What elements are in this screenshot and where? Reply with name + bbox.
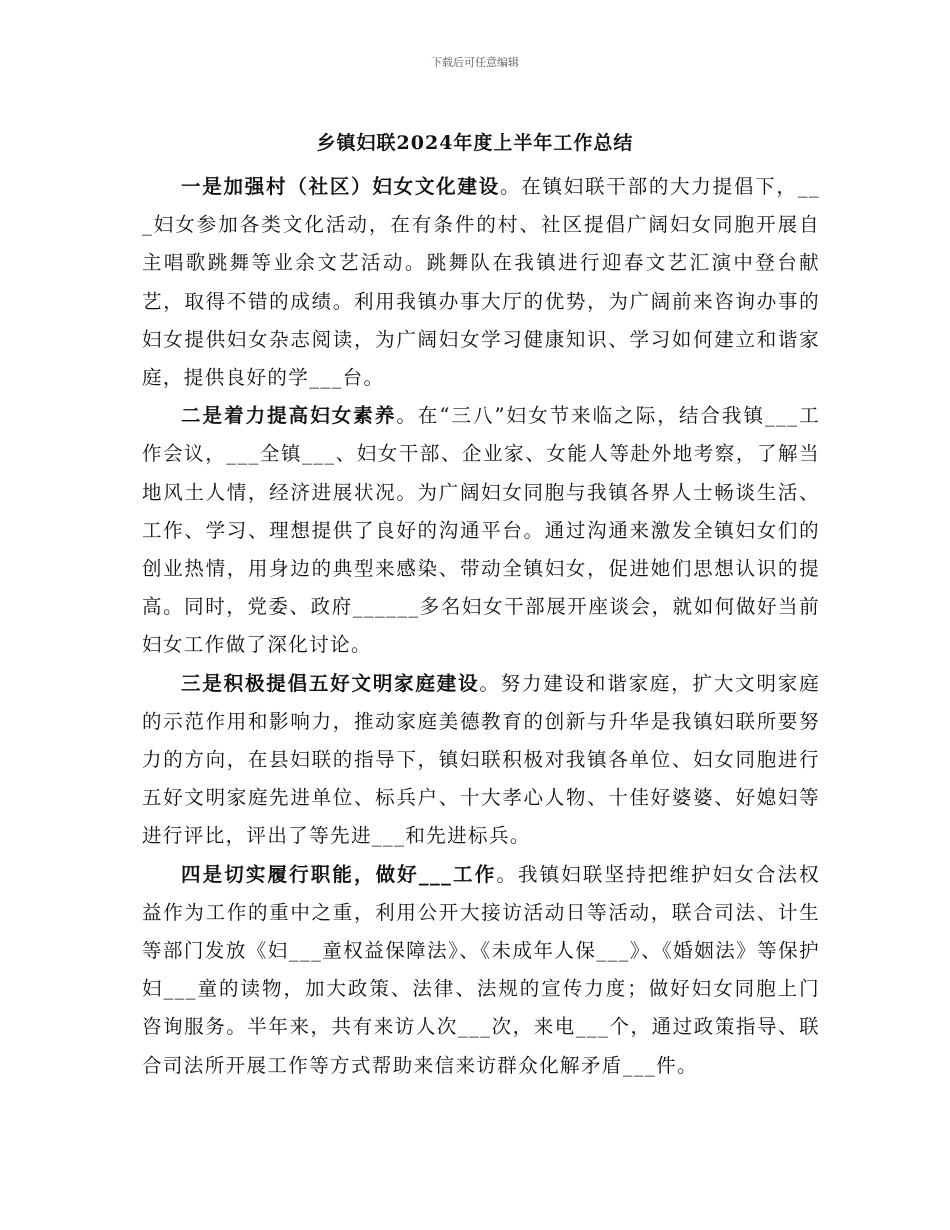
- paragraph-2: [142, 397, 820, 664]
- paragraph-1: [142, 168, 820, 397]
- paragraph-1-body: 。在镇妇联干部的大力提倡下，___妇女参加各类文化活动，在有条件的村、社区提倡广阔妇女同胞开展自主唱歌跳舞等业余文艺活动。跳舞队在我镇进行迎春文艺汇演中登台献艺，取得不错的成绩。利用我镇办事大厅的优势，为广阔前来咨询办事的妇女提供妇女杂志阅读，为广阔妇女学习健康知识、学习如何建立和谐家庭，提供良好的学___台。: [142, 175, 820, 390]
- paragraph-2-body: 。在“三八”妇女节来临之际，结合我镇___工作会议，___全镇___、妇女干部、企业家、女能人等赴外地考察，了解当地风土人情，经济进展状况。为广阔妇女同胞与我镇各界人士畅谈生活、工作、学习、理想提供了良好的沟通平台。通过沟通来激发全镇妇女们的创业热情，用身边的典型来感染、带动全镇妇女，促进她们思想认识的提高。同时，党委、政府______多名妇女干部展开座谈会，就如何做好当前妇女工作做了深化讨论。: [142, 404, 820, 657]
- paragraph-4-lead: 四是切实履行职能，做好___工作: [181, 862, 497, 886]
- paragraph-4: [142, 856, 820, 1085]
- page-header-note: 下载后可任意编辑: [431, 56, 519, 69]
- paragraph-3-body: 。努力建设和谐家庭，扩大文明家庭的示范作用和影响力，推动家庭美德教育的创新与升华是我镇妇联所要努力的方向，在县妇联的指导下，镇妇联积极对我镇各单位、妇女同胞进行五好文明家庭先进单位、标兵户、十大孝心人物、十佳好婆婆、好媳妇等进行评比，评出了等先进___和先进标兵。: [142, 671, 820, 848]
- paragraph-1-lead: 一是加强村（社区）妇女文化建设: [181, 175, 500, 198]
- paragraph-3: [142, 665, 820, 856]
- document-body: [142, 168, 820, 1085]
- document-title: 乡镇妇联2024年度上半年工作总结: [316, 132, 634, 154]
- paragraph-4-body: 。我镇妇联坚持把维护妇女合法权益作为工作的重中之重，利用公开大接访活动日等活动，联合司法、计生等部门发放《妇___童权益保障法》、《未成年人保___》、《婚姻法》等保护妇___童的读物，加大政策、法律、法规的宣传力度；做好妇女同胞上门咨询服务。半年来，共有来访人次___次，来电___个，通过政策指导、联合司法所开展工作等方式帮助来信来访群众化解矛盾___件。: [142, 862, 820, 1077]
- paragraph-3-lead: 三是积极提倡五好文明家庭建设: [181, 671, 480, 695]
- paragraph-2-lead: 二是着力提高妇女素养: [181, 404, 397, 428]
